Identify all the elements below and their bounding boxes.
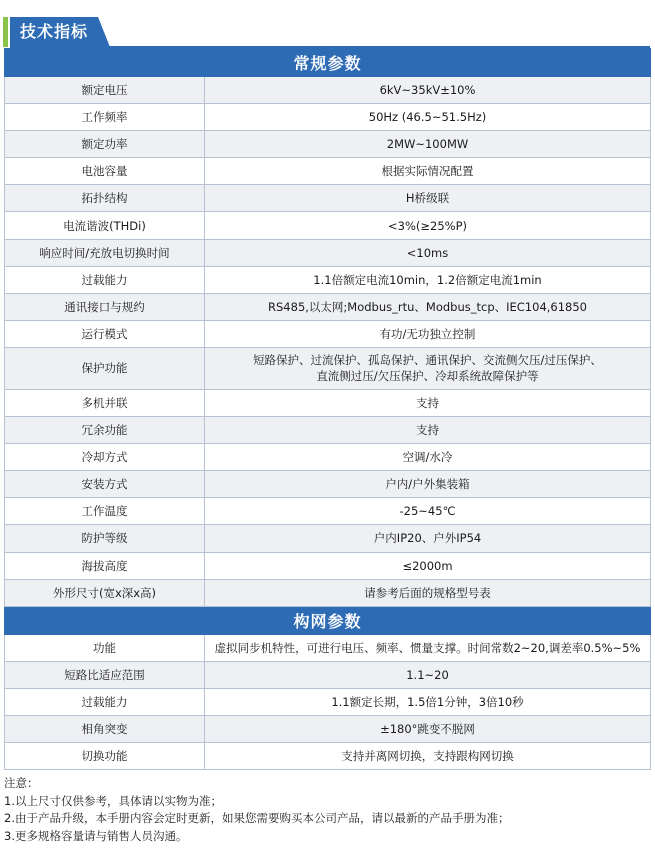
table-row [5,634,651,661]
notes-heading: 注意： [4,776,39,790]
table-row [5,77,651,104]
table-row [5,158,651,185]
note-item: 1.以上尺寸仅供参考，具体请以实物为准； [4,793,222,808]
row-label: 功能 [5,634,205,661]
row-label: 相角突变 [5,715,205,742]
row-label: 电流谐波(THDi) [5,212,205,239]
table-row [5,320,651,347]
row-value: 1.1倍额定电流10min，1.2倍额定电流1min [205,266,651,293]
row-value: <3%(≥25%P) [205,212,651,239]
table-row [5,239,651,266]
row-label: 冗余功能 [5,417,205,444]
row-value-line: 直流侧过压/欠压保护、冷却系统故障保护等 [316,369,539,384]
section-title: 常规参数 [5,49,651,77]
row-value: 空调/水冷 [205,444,651,471]
row-label: 工作温度 [5,498,205,525]
table-row [5,266,651,293]
table-row [5,552,651,579]
row-value: 50Hz (46.5~51.5Hz) [205,104,651,131]
row-value: 户内/户外集装箱 [205,471,651,498]
table-row [5,104,651,131]
table-row [5,688,651,715]
row-label: 外形尺寸(宽x深x高) [5,579,205,606]
row-value: ≤2000m [205,552,651,579]
row-label: 拓扑结构 [5,185,205,212]
section-heading [0,8,655,41]
row-value: 1.1额定长期，1.5倍1分钟，3倍10秒 [205,688,651,715]
note-item: 2.由于产品升级，本手册内容会定时更新，如果您需要购买本公司产品，请以最新的产品手册为准； [4,811,510,825]
row-value: 有功/无功独立控制 [205,320,651,347]
row-label: 海拔高度 [5,552,205,579]
row-value: 根据实际情况配置 [205,158,651,185]
row-value: 支持 [205,389,651,416]
table-row [5,131,651,158]
row-value: 支持 [205,417,651,444]
heading-title: 技术指标 [20,22,89,41]
section-header-general [5,49,651,77]
row-value [205,347,651,389]
row-value: 支持并离网切换，支持跟构网切换 [205,743,651,770]
row-label: 过载能力 [5,688,205,715]
table-row [5,389,651,416]
row-label: 额定功率 [5,131,205,158]
table-row [5,293,651,320]
row-label: 多机并联 [5,389,205,416]
table-row [5,471,651,498]
heading-accent-bar [3,17,8,47]
table-row [5,498,651,525]
row-label: 冷却方式 [5,444,205,471]
row-value: H桥级联 [205,185,651,212]
row-value: <10ms [205,239,651,266]
row-label: 短路比适应范围 [5,661,205,688]
row-value: 1.1~20 [205,661,651,688]
row-value: 虚拟同步机特性，可进行电压、频率、惯量支撑。时间常数2~20,调差率0.5%~5% [205,634,651,661]
row-value: 请参考后面的规格型号表 [205,579,651,606]
row-value: RS485,以太网;Modbus_rtu、Modbus_tcp、IEC104,61850 [205,293,651,320]
table-row [5,715,651,742]
row-label: 电池容量 [5,158,205,185]
table-row [5,661,651,688]
row-label: 安装方式 [5,471,205,498]
table-row [5,579,651,606]
table-row [5,444,651,471]
table-row [5,185,651,212]
row-label: 响应时间/充放电切换时间 [5,239,205,266]
row-label: 切换功能 [5,743,205,770]
row-label: 通讯接口与规约 [5,293,205,320]
row-value: 户内IP20、户外IP54 [205,525,651,552]
table-row [5,743,651,770]
row-value: -25~45℃ [205,498,651,525]
table-row [5,417,651,444]
row-label: 保护功能 [5,347,205,389]
row-value: 2MW~100MW [205,131,651,158]
row-value: 6kV~35kV±10% [205,77,651,104]
row-value: ±180°跳变不脱网 [205,715,651,742]
row-value-line: 短路保护、过流保护、孤岛保护、通讯保护、交流侧欠压/过压保护、 [253,353,602,368]
row-label: 防护等级 [5,525,205,552]
table-row [5,212,651,239]
section-header-grid-forming [5,606,651,634]
spec-table [4,48,651,770]
table-row [5,525,651,552]
row-label: 过载能力 [5,266,205,293]
section-title: 构网参数 [5,606,651,634]
row-label: 工作频率 [5,104,205,131]
row-label: 运行模式 [5,320,205,347]
note-item: 3.更多规格容量请与销售人员沟通。 [4,828,188,843]
row-label: 额定电压 [5,77,205,104]
notes [4,775,650,845]
table-row [5,347,651,389]
